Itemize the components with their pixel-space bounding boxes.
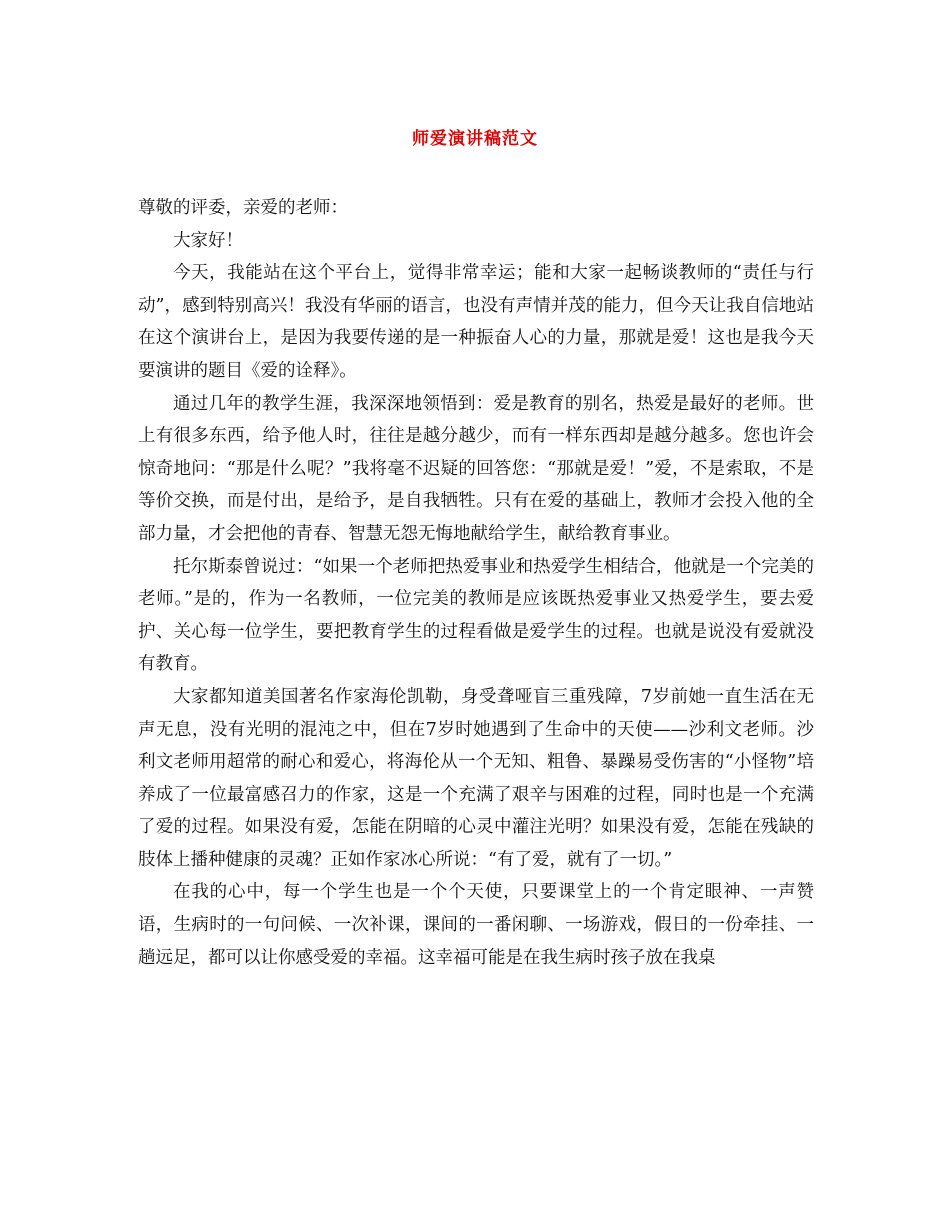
paragraph: 大家都知道美国著名作家海伦凯勒，身受聋哑盲三重残障，7岁前她一直生活在无声无息，没有光明的混沌之中，但在7岁时她遇到了生命中的天使——沙利文老师。沙利文老师用超常的耐心和爱心，将海伦从一个无知、粗鲁、暴躁易受伤害的“小怪物”培养成了一位最富感召力的作家，这是一个充满了艰辛与困难的过程，同时也是一个充满了爱的过程。如果没有爱，怎能在阴暗的心灵中灌注光明？如果没有爱，怎能在残缺的肢体上播种健康的灵魂？正如作家冰心所说：“有了爱，就有了一切。” bbox=[138, 686, 814, 870]
paragraph-greeting: 大家好！ bbox=[173, 230, 243, 251]
salutation: 尊敬的评委，亲爱的老师： bbox=[138, 198, 348, 218]
paragraph: 今天，我能站在这个平台上，觉得非常幸运；能和大家一起畅谈教师的“责任与行动”，感到特别高兴！我没有华丽的语言，也没有声情并茂的能力，但今天让我自信地站在这个演讲台上，是因为我要传递的是一种振奋人心的力量，那就是爱！这也是我今天要演讲的题目《爱的诠释》。 bbox=[138, 263, 814, 381]
paragraph: 在我的心中，每一个学生也是一个个天使，只要课堂上的一个肯定眼神、一声赞语，生病时的一句问候、一次补课，课间的一番闲聊、一场游戏，假日的一份牵挂、一趟远足，都可以让你感受爱的幸福。这幸福可能是在我生病时孩子放在我桌 bbox=[138, 882, 814, 968]
document-body bbox=[138, 192, 814, 974]
paragraph: 通过几年的教学生涯，我深深地领悟到：爱是教育的别名，热爱是最好的老师。世上有很多东西，给予他人时，往往是越分越少，而有一样东西却是越分越多。您也许会惊奇地问：“那是什么呢？”我将毫不迟疑的回答您：“那就是爱！”爱，不是索取，不是等价交换，而是付出，是给予，是自我牺牲。只有在爱的基础上，教师才会投入他的全部力量，才会把他的青春、智慧无怨无悔地献给学生，献给教育事业。 bbox=[138, 393, 814, 544]
paragraph: 托尔斯泰曾说过：“如果一个老师把热爱事业和热爱学生相结合，他就是一个完美的老师。”是的，作为一名教师，一位完美的教师是应该既热爱事业又热爱学生，要去爱护、关心每一位学生，要把教育学生的过程看做是爱学生的过程。也就是说没有爱就没有教育。 bbox=[138, 556, 814, 675]
document-title: 师爱演讲稿范文 bbox=[412, 129, 538, 149]
